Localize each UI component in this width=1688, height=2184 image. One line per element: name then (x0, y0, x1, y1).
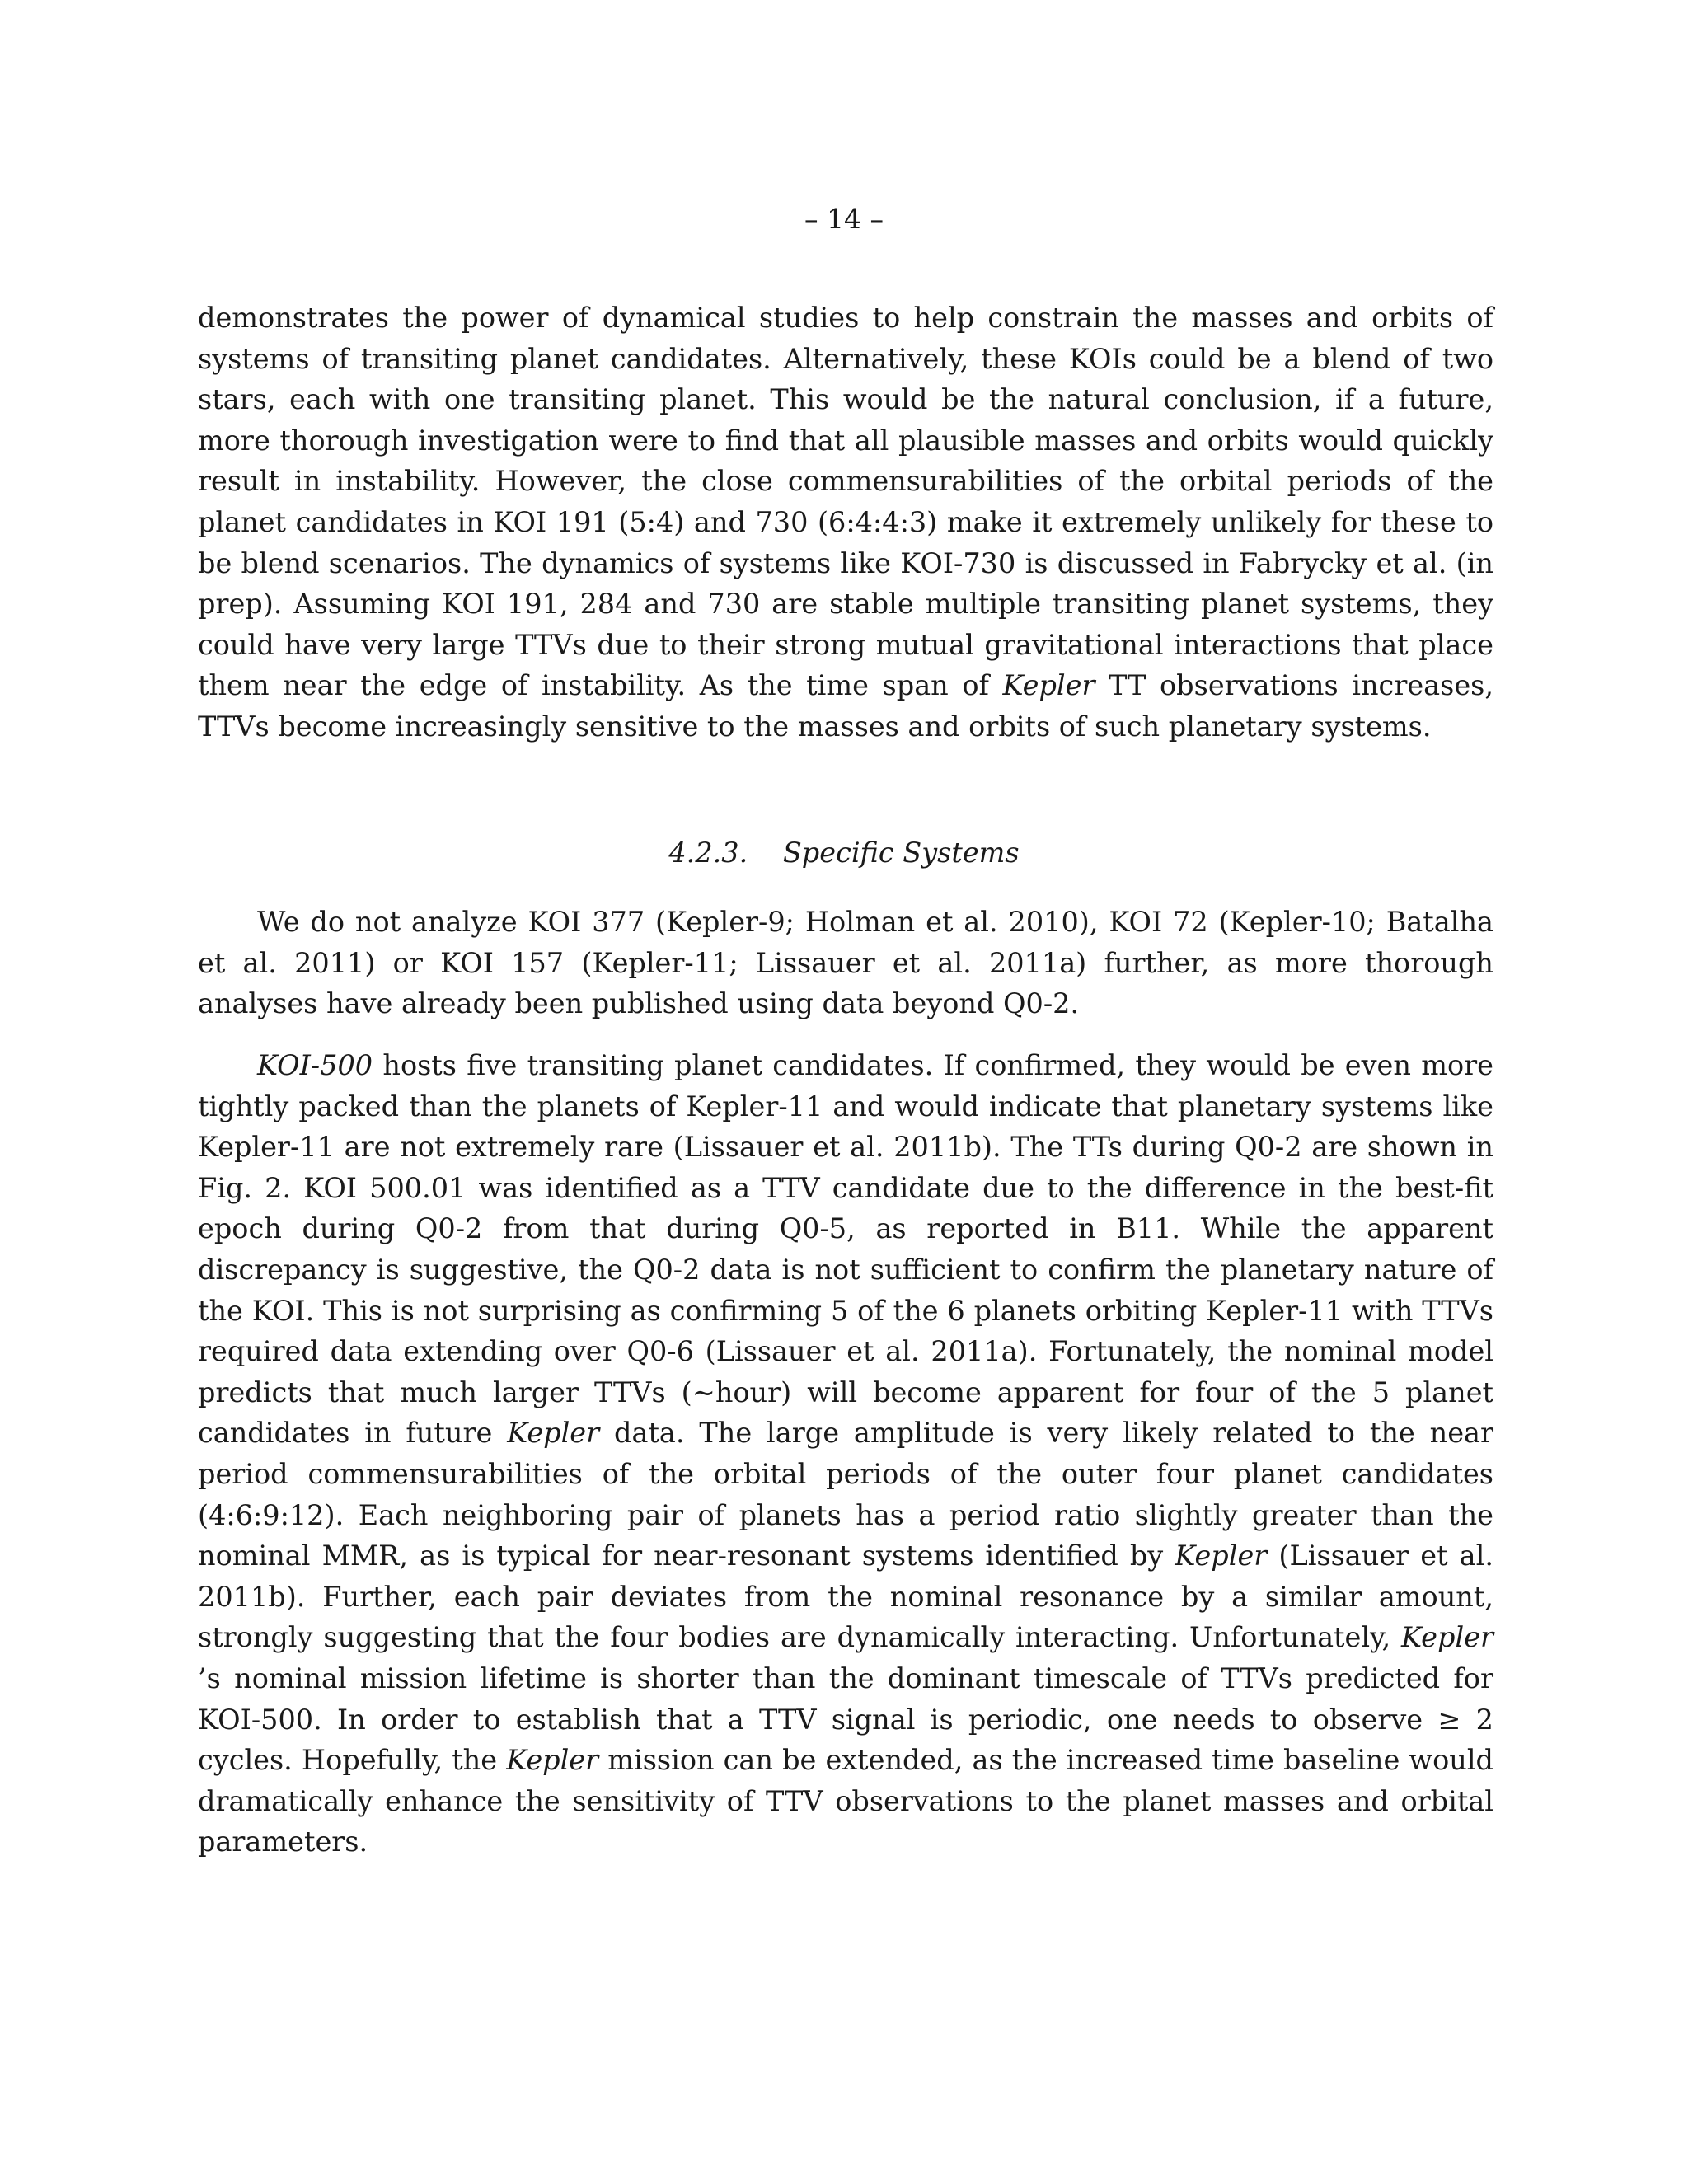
kepler-italic: Kepler (1175, 1540, 1268, 1572)
section-heading (0, 832, 1688, 873)
page-number: – 14 – (804, 203, 884, 235)
section-number: 4.2.3. (668, 837, 748, 869)
paragraph-continuation (198, 298, 1493, 748)
paragraph-1 (198, 298, 1493, 748)
paragraph-3-text-e: mission can be extended, as the increased time baseline would dramatically enhance the sensitivity of TTV observations to the planet masses and orbital parameters. (198, 1744, 1493, 1858)
paragraph-specific-systems-intro (198, 902, 1493, 1024)
kepler-italic: Kepler (1401, 1621, 1493, 1654)
paragraph-1-text-a: demonstrates the power of dynamical studies to help constrain the masses and orbits of systems of transiting planet candidates. Alternatively, these KOIs could be a blend of two stars, each with one transiting planet. This would be the natural conclusion, if a future, more thorough investigation were to find that all plausible masses and orbits would quickly result in instability. However, the close commensurabilities of the orbital periods of the planet candidates in KOI 191 (5:4) and 730 (6:4:4:3) make it extremely unlikely for these to be blend scenarios. The dynamics of systems like KOI-730 is discussed in Fabrycky et al. (in prep). Assuming KOI 191, 284 and 730 are stable multiple transiting planet systems, they could have very large TTVs due to their strong mutual gravitational interactions that place them near the edge of instability. As the time span of (198, 302, 1493, 702)
paragraph-3-text-c: (Lissauer et al. 2011b). Further, each pair deviates from the nominal resonance by a similar amount, strongly suggesting that the four bodies are dynamically interacting. Unfortunately, (198, 1540, 1494, 1654)
paragraph-3-text-d: ’s nominal mission lifetime is shorter than the dominant timescale of TTVs predicted for KOI-500. In order to establish that a TTV signal is periodic, one needs to observe ≥ 2 cycles. Hopefully, the (198, 1661, 1493, 1777)
paragraph-2: We do not analyze KOI 377 (Kepler-9; Holman et al. 2010), KOI 72 (Kepler-10; Batalha et al. 2011) or KOI 157 (Kepler-11; Lissauer et al. 2011a) further, as more thorough analyses have already been published using data beyond Q0-2. (198, 906, 1493, 1020)
koi-500-lead: KOI-500 (257, 1049, 373, 1081)
kepler-italic: Kepler (506, 1744, 599, 1777)
kepler-italic: Kepler (507, 1417, 600, 1450)
paragraph-3 (198, 1045, 1493, 1863)
paragraph-koi-500 (198, 1045, 1493, 1863)
kepler-italic: Kepler (1002, 669, 1095, 702)
paragraph-1-text-b: TT observations increases, TTVs become increasingly sensitive to the masses and orbits of such planetary systems. (198, 669, 1493, 743)
section-title: Specific Systems (782, 837, 1020, 869)
paragraph-3-text-b: data. The large amplitude is very likely related to the near period commensurabilities of the orbital periods of the outer four planet candidates (4:6:9:12). Each neighboring pair of planets has a period ratio slightly greater than the nominal MMR, as is typical for near-resonant systems identified by (198, 1417, 1494, 1572)
paragraph-3-text-a: hosts five transiting planet candidates. If confirmed, they would be even more tightly packed than the planets of Kepler-11 and would indicate that planetary systems like Kepler-11 are not extremely rare (Lissauer et al. 2011b). The TTs during Q0-2 are shown in Fig. 2. KOI 500.01 was identified as a TTV candidate due to the difference in the best-fit epoch during Q0-2 from that during Q0-5, as reported in B11. While the apparent discrepancy is suggestive, the Q0-2 data is not sufficient to confirm the planetary nature of the KOI. This is not surprising as confirming 5 of the 6 planets orbiting Kepler-11 with TTVs required data extending over Q0-6 (Lissauer et al. 2011a). Fortunately, the nominal model predicts that much larger TTVs (∼hour) will become apparent for four of the 5 planet candidates in future (198, 1049, 1493, 1450)
